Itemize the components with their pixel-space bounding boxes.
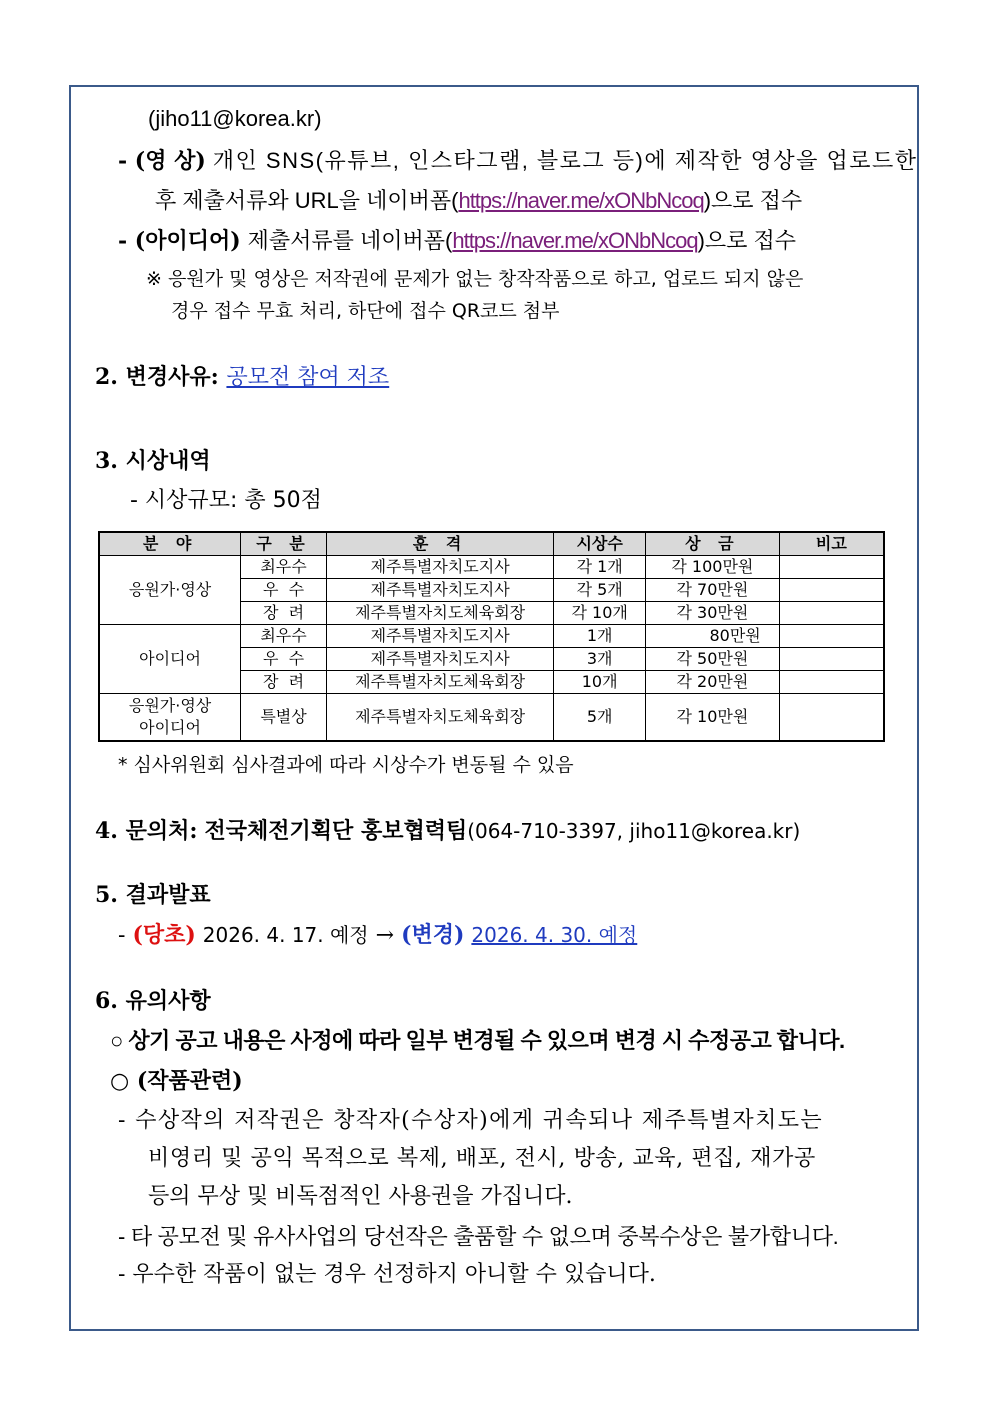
award-table <box>98 531 885 742</box>
video-submission-line2: 후 제출서류와 URL을 네이버폼(https://naver.me/xONbNcoq)으로 접수 <box>155 188 803 213</box>
result-date-line: - (당초) 2026. 4. 17. 예정 → (변경) 2026. 4. 30. 예정 <box>118 920 651 951</box>
table-header-row <box>99 532 884 556</box>
changed-date: 2026. 4. 30. 예정 <box>471 923 638 947</box>
field-cell: 응원가·영상 <box>99 556 241 625</box>
idea-form-link[interactable]: https://naver.me/xONbNcoq <box>452 228 698 253</box>
idea-submission-line: - (아이디어) 제출서류를 네이버폼(https://naver.me/xONbNcoq)으로 접수 <box>118 228 797 254</box>
section4-heading: 4. 문의처: 전국체전기획단 홍보협력팀(064-710-3397, jiho11@korea.kr) <box>95 818 801 844</box>
notice-bullet2: ○ (작품관련) <box>110 1068 243 1094</box>
contact-email-line <box>148 104 322 134</box>
video-submission-line1 <box>118 146 918 177</box>
video-form-link[interactable]: https://naver.me/xONbNcoq <box>458 188 704 213</box>
header-prize: 상 금 <box>646 532 780 556</box>
header-count: 시상수 <box>554 532 646 556</box>
table-row: 우 수 제주특별자치도지사 3개 각 50만원 <box>99 648 884 671</box>
field-cell: 아이디어 <box>99 625 241 694</box>
changed-label: (변경) <box>401 922 465 948</box>
video-label: - (영 상) <box>118 148 206 174</box>
section6-heading: 6. 유의사항 <box>95 988 211 1014</box>
section2-heading: 2. 변경사유: 공모전 참여 저조 <box>95 364 390 390</box>
section5-heading: 5. 결과발표 <box>95 882 211 908</box>
table-row: 응원가·영상 아이디어 특별상 제주특별자치도체육회장 5개 각 10만원 <box>99 694 884 742</box>
contact-info: (064-710-3397, jiho11@korea.kr) <box>467 819 801 843</box>
original-date: 2026. 4. 17. 예정 <box>202 923 369 947</box>
notice-item1-line2: 비영리 및 공익 목적으로 복제, 배포, 전시, 방송, 교육, 편집, 재가공 <box>148 1146 816 1171</box>
table-row: 아이디어 최우수 제주특별자치도지사 1개 80만원 <box>99 625 884 648</box>
note-line2: 경우 접수 무효 처리, 하단에 접수 QR코드 첨부 <box>171 300 560 322</box>
notice-item2: - 타 공모전 및 유사사업의 당선작은 출품할 수 없으며 중복수상은 불가합니다. <box>118 1224 839 1249</box>
idea-label: - (아이디어) <box>118 228 241 254</box>
field-cell: 응원가·영상 아이디어 <box>99 694 241 742</box>
original-label: (당초) <box>132 922 196 948</box>
notice-item1-line3: 등의 무상 및 비독점적인 사용권을 가집니다. <box>148 1184 573 1209</box>
notice-item3: - 우수한 작품이 없는 경우 선정하지 아니할 수 있습니다. <box>118 1262 656 1287</box>
arrow-icon: → <box>375 923 395 948</box>
change-reason: 공모전 참여 저조 <box>226 365 390 390</box>
table-row: 응원가·영상 최우수 제주특별자치도지사 각 1개 각 100만원 <box>99 556 884 579</box>
table-row: 장 려 제주특별자치도체육회장 10개 각 20만원 <box>99 671 884 694</box>
table-row: 우 수 제주특별자치도지사 각 5개 각 70만원 <box>99 579 884 602</box>
section3-heading: 3. 시상내역 <box>95 448 211 474</box>
contact-org: 전국체전기획단 홍보협력팀 <box>204 818 468 844</box>
email-text: (jiho11@korea.kr) <box>148 106 322 131</box>
header-note: 비고 <box>779 532 884 556</box>
table-row: 장 려 제주특별자치도체육회장 각 10개 각 30만원 <box>99 602 884 625</box>
header-category: 구 분 <box>241 532 327 556</box>
award-scale: - 시상규모: 총 50점 <box>130 488 322 513</box>
header-title: 훈 격 <box>326 532 553 556</box>
notice-item1-line1: - 수상작의 저작권은 창작자(수상자)에게 귀속되나 제주특별자치도는 <box>118 1108 824 1133</box>
note-line1: ※ 응원가 및 영상은 저작권에 문제가 없는 창작작품으로 하고, 업로드 되지 않은 <box>146 268 804 290</box>
notice-bullet1: ○ 상기 공고 내용은 사정에 따라 일부 변경될 수 있으며 변경 시 수정공고 합니다. <box>110 1028 845 1053</box>
video-text: 개인 SNS(유튜브, 인스타그램, 블로그 등)에 제작한 영상을 업로드한 <box>212 148 918 173</box>
table-footnote: * 심사위원회 심사결과에 따라 시상수가 변동될 수 있음 <box>118 754 574 776</box>
header-field: 분 야 <box>99 532 241 556</box>
